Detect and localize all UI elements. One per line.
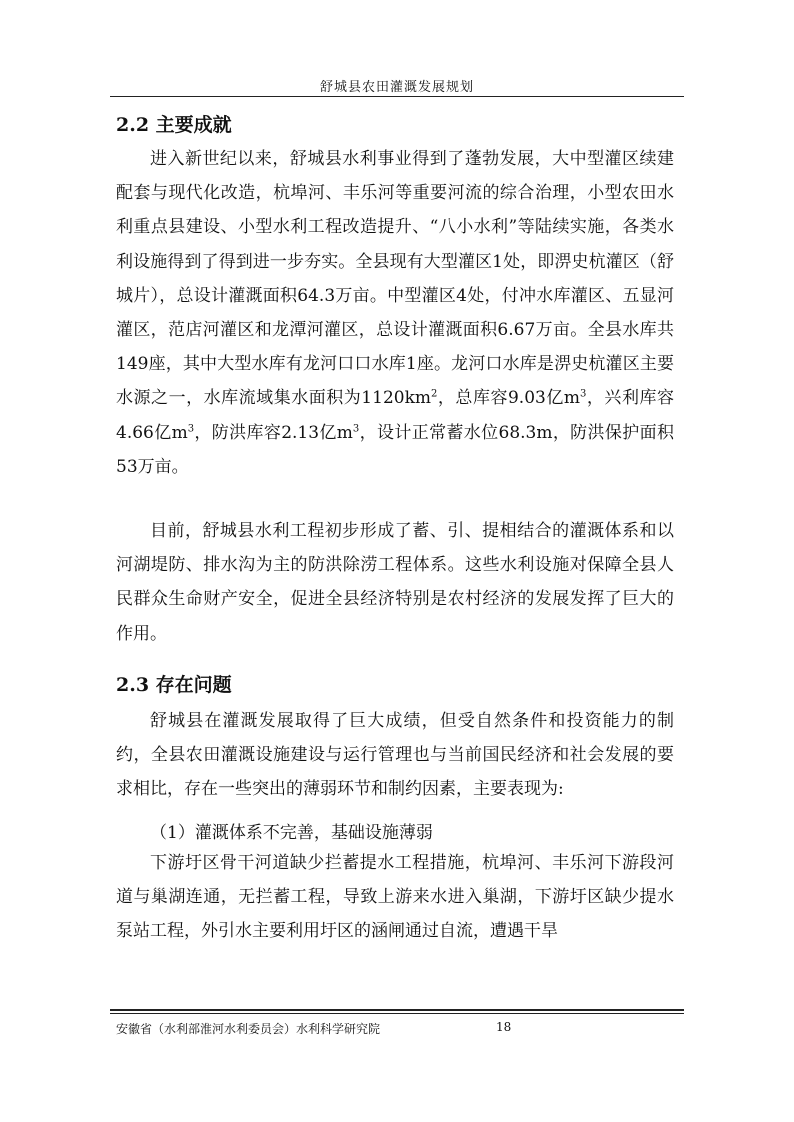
paragraph-text: ，设计正常蓄水位68.3m，防洪保护面积53万亩。 [116, 422, 674, 477]
superscript: 3 [352, 422, 360, 434]
paragraph-current-state [116, 514, 674, 651]
paragraph-problems [116, 704, 674, 807]
footer-rule [110, 1009, 684, 1011]
section-heading-2-3: 2.3 存在问题 [116, 674, 232, 696]
footer-institution: 安徽省（水利部淮河水利委员会）水利科学研究院 [116, 1022, 381, 1036]
section-heading-2-2: 2.2 主要成就 [116, 114, 232, 136]
superscript: 2 [431, 388, 438, 400]
paragraph-text: 进入新世纪以来，舒城县水利事业得到了蓬勃发展，大中型灌区续建配套与现代化改造，杭埠河、丰乐河等重要河流的综合治理，小型农田水利重点县建设、小型水利工程改造提升、“八小水利”等陆续实施，各类水利设施得到了得到进一步夯实。全县现有大型灌区1处，即淠史杭灌区（舒城片），总设计灌溉面积64.3万亩。中型灌区4处，付冲水库灌区、五显河灌区，范店河灌区和龙潭河灌区，总设计灌溉面积6.67万亩。全县水库共149座，其中大型水库有龙河口口水库1座。龙河口水库是淠史杭灌区主要水源之一，水库流域集水面积为1120km [116, 149, 674, 409]
page-header-title: 舒城县农田灌溉发展规划 [319, 80, 474, 95]
paragraph-text: ，防洪库容2.13亿m [194, 422, 353, 443]
paragraph-item-1 [116, 846, 674, 949]
paragraph-text: ，总库容9.03亿m [437, 388, 581, 409]
list-item-1: （1）灌溉体系不完善，基础设施薄弱 [150, 823, 433, 843]
paragraph-text: 下游圩区骨干河道缺少拦蓄提水工程措施，杭埠河、丰乐河下游段河道与巢湖连通，无拦蓄工程，导致上游来水进入巢湖，下游圩区缺少提水泵站工程，外引水主要利用圩区的涵闸通过自流，遭遇干旱 [116, 853, 674, 942]
superscript: 3 [580, 388, 587, 400]
superscript: 3 [187, 422, 195, 434]
header-rule [110, 96, 684, 97]
footer-rule [110, 1013, 684, 1014]
paragraph-text: ，兴利库容4.66亿m [116, 388, 675, 443]
paragraph-text: 目前，舒城县水利工程初步形成了蓄、引、提相结合的灌溉体系和以河湖堤防、排水沟为主的防洪除涝工程体系。这些水利设施对保障全县人民群众生命财产安全，促进全县经济特别是农村经济的发展发挥了巨大的作用。 [116, 521, 674, 644]
paragraph-text: 舒城县在灌溉发展取得了巨大成绩，但受自然条件和投资能力的制约，全县农田灌溉设施建设与运行管理也与当前国民经济和社会发展的要求相比，存在一些突出的薄弱环节和制约因素，主要表现为: [116, 711, 674, 800]
page-number: 18 [496, 1020, 512, 1034]
paragraph-achievements [116, 142, 674, 484]
